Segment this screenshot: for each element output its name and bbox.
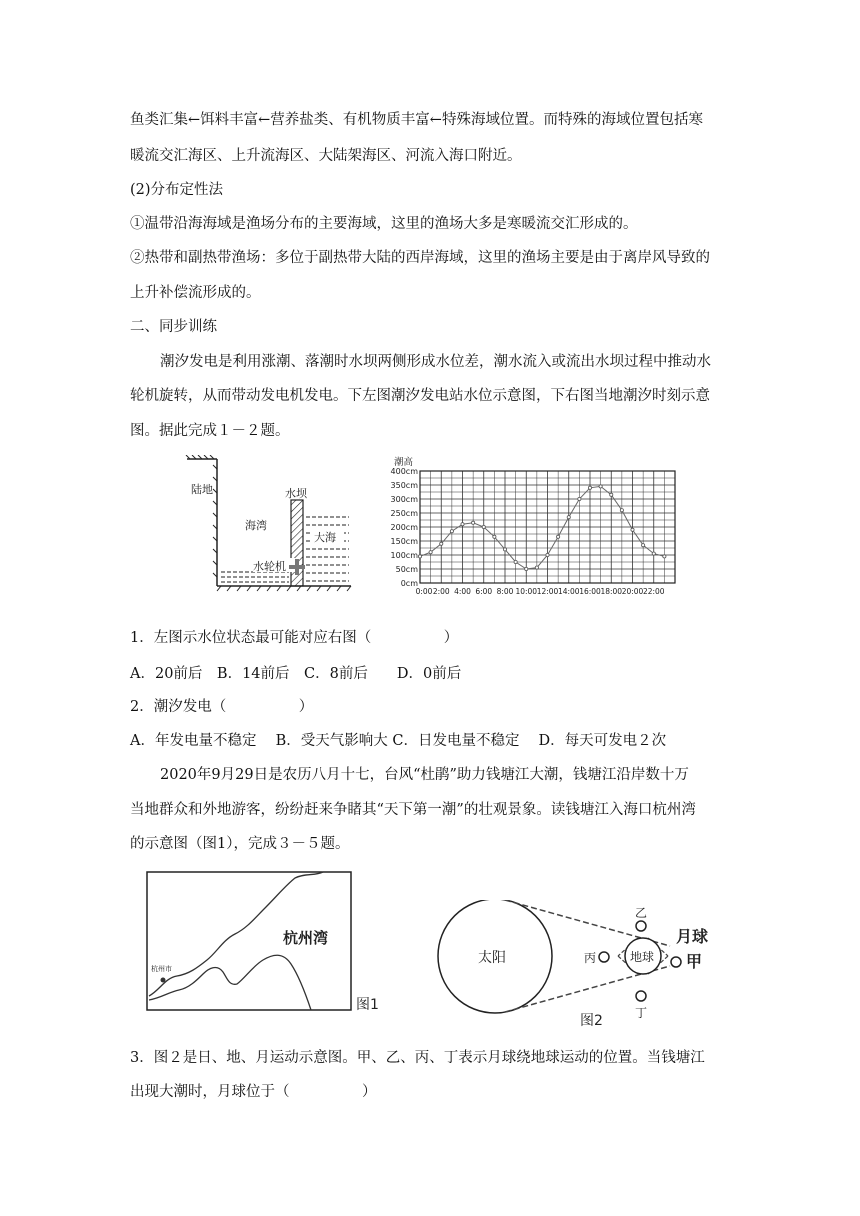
tide-point bbox=[514, 560, 517, 563]
tide-point bbox=[461, 523, 464, 526]
question-3-line-2: 出现大潮时，月球位于（ ） bbox=[130, 1084, 377, 1100]
tide-point bbox=[578, 497, 581, 500]
x-tick-label: 18:00 bbox=[600, 587, 623, 596]
x-tick-label: 6:00 bbox=[475, 587, 493, 596]
tide-point bbox=[631, 528, 634, 531]
figure-1-label: 图1 bbox=[356, 997, 379, 1013]
moon-position-yi: 乙 bbox=[635, 906, 648, 920]
tide-point bbox=[503, 548, 506, 551]
tide-point bbox=[620, 509, 623, 512]
tide-point bbox=[440, 542, 443, 545]
tide-point bbox=[652, 552, 655, 555]
sun-label: 太阳 bbox=[478, 950, 506, 966]
tide-point bbox=[450, 530, 453, 533]
tide-point bbox=[493, 535, 496, 538]
tide-point bbox=[418, 555, 421, 558]
tide-point bbox=[610, 493, 613, 496]
y-tick-label: 400cm bbox=[390, 467, 418, 476]
text-line: 鱼类汇集←饵料丰富←营养盐类、有机物质丰富←特殊海域位置。而特殊的海域位置包括寒 bbox=[130, 112, 703, 128]
hangzhou-bay-map bbox=[145, 868, 385, 1018]
moon-position-jia: 甲 bbox=[686, 952, 703, 971]
text-line: ①温带沿海海域是渔场分布的主要海域，这里的渔场大多是寒暖流交汇形成的。 bbox=[130, 216, 638, 232]
moon-icon bbox=[599, 952, 609, 962]
y-tick-label: 250cm bbox=[390, 509, 418, 518]
figure-2-label: 图2 bbox=[580, 1013, 603, 1029]
y-tick-label: 300cm bbox=[390, 495, 418, 504]
city-label: 杭州市 bbox=[151, 965, 172, 973]
y-tick-label: 200cm bbox=[390, 523, 418, 532]
moon-icon bbox=[671, 957, 681, 967]
question-1: 1．左图示水位状态最可能对应右图（ ） bbox=[130, 630, 459, 646]
x-tick-label: 20:00 bbox=[621, 587, 644, 596]
y-tick-label: 50cm bbox=[395, 565, 418, 574]
x-tick-label: 14:00 bbox=[557, 587, 580, 596]
x-tick-label: 4:00 bbox=[454, 587, 471, 596]
turbine-label: 水轮机 bbox=[253, 560, 286, 573]
x-tick-label: 0:00 bbox=[415, 587, 433, 596]
text-line: 的示意图（图1），完成３－５题。 bbox=[130, 836, 350, 852]
text-line: 轮机旋转，从而带动发电机发电。下左图潮汐发电站水位示意图，下右图当地潮汐时刻示意 bbox=[130, 388, 710, 404]
section-heading: (2)分布定性法 bbox=[130, 182, 224, 198]
x-tick-label: 8:00 bbox=[496, 587, 514, 596]
question-3: 3．图２是日、地、月运动示意图。甲、乙、丙、丁表示月球绕地球运动的位置。当钱塘江 bbox=[130, 1050, 705, 1066]
tide-point bbox=[482, 525, 485, 528]
x-tick-label: 22:00 bbox=[642, 587, 665, 596]
x-tick-label: 16:00 bbox=[579, 587, 601, 596]
tide-chart bbox=[390, 453, 680, 605]
city-marker-icon bbox=[161, 978, 166, 983]
tide-point bbox=[599, 485, 602, 488]
y-tick-label: 100cm bbox=[390, 551, 418, 560]
text-line: 上升补偿流形成的。 bbox=[130, 285, 261, 301]
dam-diagram bbox=[185, 455, 355, 607]
x-tick-label: 12:00 bbox=[536, 587, 559, 596]
y-tick-label: 150cm bbox=[390, 537, 418, 546]
question-1-options: A．20前后 B．14前后 C．8前后 D．0前后 bbox=[130, 666, 462, 682]
land-label: 陆地 bbox=[191, 483, 213, 496]
tide-point bbox=[588, 486, 591, 489]
moon-position-ding: 丁 bbox=[635, 1006, 648, 1020]
moon-icon bbox=[636, 921, 646, 931]
x-tick-label: 2:00 bbox=[432, 587, 450, 596]
tide-point bbox=[429, 551, 432, 554]
text-line: 图。据此完成１－２题。 bbox=[130, 423, 290, 439]
chart-title: 潮高 bbox=[394, 457, 414, 468]
tide-point bbox=[663, 555, 666, 558]
tide-point bbox=[535, 566, 538, 569]
moon-label: 月球 bbox=[676, 927, 709, 946]
section-heading: 二、同步训练 bbox=[130, 319, 217, 335]
tide-point bbox=[546, 553, 549, 556]
earth-label: 地球 bbox=[630, 950, 655, 964]
y-tick-label: 0cm bbox=[400, 579, 418, 588]
text-line: 潮汐发电是利用涨潮、落潮时水坝两侧形成水位差，潮水流入或流出水坝过程中推动水 bbox=[160, 354, 711, 370]
question-2: 2．潮汐发电（ ） bbox=[130, 699, 314, 715]
tide-point bbox=[642, 544, 645, 547]
tide-point bbox=[557, 535, 560, 538]
tide-point bbox=[567, 516, 570, 519]
text-line: ②热带和副热带渔场：多位于副热带大陆的西岸海域，这里的渔场主要是由于离岸风导致的 bbox=[130, 250, 710, 266]
y-tick-label: 350cm bbox=[390, 481, 418, 490]
sea-label: 大海 bbox=[314, 531, 336, 544]
sun-earth-moon-diagram bbox=[430, 900, 740, 1030]
tide-point bbox=[472, 521, 475, 524]
x-tick-label: 10:00 bbox=[515, 587, 538, 596]
tide-point bbox=[525, 567, 528, 570]
moon-position-bing: 丙 bbox=[584, 951, 597, 965]
question-2-options: A．年发电量不稳定 B．受天气影响大 C．日发电量不稳定 D．每天可发电２次 bbox=[130, 733, 667, 749]
text-line: 当地群众和外地游客，纷纷赶来争睹其“天下第一潮”的壮观景象。读钱塘江入海口杭州湾 bbox=[130, 802, 696, 818]
bay-label: 海湾 bbox=[245, 519, 267, 532]
text-line: 2020年9月29日是农历八月十七，台风“杜鹃”助力钱塘江大潮，钱塘江沿岸数十万 bbox=[160, 767, 689, 783]
bay-name: 杭州湾 bbox=[283, 929, 329, 947]
moon-icon bbox=[636, 991, 646, 1001]
text-line: 暖流交汇海区、上升流海区、大陆架海区、河流入海口附近。 bbox=[130, 148, 522, 164]
dam-label: 水坝 bbox=[285, 487, 307, 500]
